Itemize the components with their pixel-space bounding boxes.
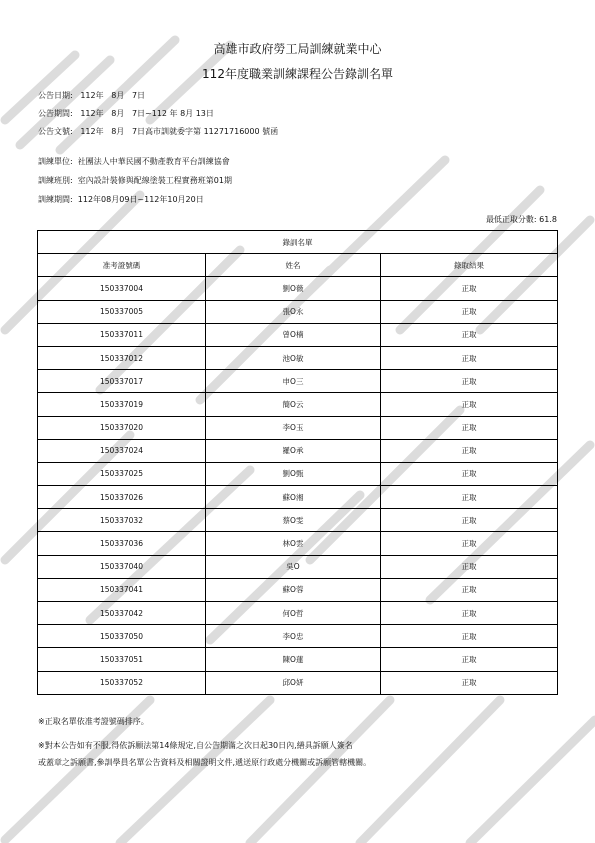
result-cell: 正取 xyxy=(381,462,558,485)
table-caption: 錄訓名單 xyxy=(38,231,558,254)
training-unit: 訓練單位: 社團法人中華民國不動產教育平台訓練協會 xyxy=(38,157,230,166)
name-cell: 曾O楠 xyxy=(206,323,381,346)
table-row xyxy=(38,323,558,346)
name-cell: 李O忠 xyxy=(206,625,381,648)
table-row xyxy=(38,602,558,625)
exam-number-cell: 150337032 xyxy=(38,509,206,532)
announce-period: 公告期間: 112年 8月 7日~112 年 8月 13日 xyxy=(38,109,214,118)
min-score: 最低正取分數: 61.8 xyxy=(485,215,557,224)
name-cell: 李O玉 xyxy=(206,416,381,439)
result-cell: 正取 xyxy=(381,671,558,694)
org-title: 高雄市政府勞工局訓練就業中心 xyxy=(213,42,382,56)
result-cell: 正取 xyxy=(381,486,558,509)
name-cell: 申O三 xyxy=(206,370,381,393)
name-cell: 陳O蓮 xyxy=(206,648,381,671)
table-row xyxy=(38,625,558,648)
exam-number-cell: 150337005 xyxy=(38,300,206,323)
training-course: 訓練班別: 室內設計裝修與配線塗裝工程實務班第01期 xyxy=(38,176,232,185)
name-cell: 簡O云 xyxy=(206,393,381,416)
name-cell: 羅O承 xyxy=(206,439,381,462)
table-row xyxy=(38,300,558,323)
result-cell: 正取 xyxy=(381,439,558,462)
exam-number-cell: 150337004 xyxy=(38,277,206,300)
name-cell: 蘇O湘 xyxy=(206,486,381,509)
table-row xyxy=(38,578,558,601)
exam-number-cell: 150337036 xyxy=(38,532,206,555)
exam-number-cell: 150337019 xyxy=(38,393,206,416)
table-row xyxy=(38,462,558,485)
table-row xyxy=(38,532,558,555)
result-cell: 正取 xyxy=(381,648,558,671)
name-cell: 劉O甄 xyxy=(206,462,381,485)
exam-number-cell: 150337011 xyxy=(38,323,206,346)
announce-date: 公告日期: 112年 8月 7日 xyxy=(38,91,146,100)
exam-number-cell: 150337017 xyxy=(38,370,206,393)
exam-number-cell: 150337042 xyxy=(38,602,206,625)
result-cell: 正取 xyxy=(381,532,558,555)
exam-number-cell: 150337040 xyxy=(38,555,206,578)
result-cell: 正取 xyxy=(381,416,558,439)
table-row xyxy=(38,370,558,393)
table-row xyxy=(38,648,558,671)
result-cell: 正取 xyxy=(381,555,558,578)
exam-number-cell: 150337051 xyxy=(38,648,206,671)
name-cell: 邱O妍 xyxy=(206,671,381,694)
header-result: 錄取結果 xyxy=(381,254,558,277)
table-row xyxy=(38,346,558,369)
result-cell: 正取 xyxy=(381,300,558,323)
exam-number-cell: 150337024 xyxy=(38,439,206,462)
header-exam-number: 准考證號碼 xyxy=(38,254,206,277)
table-row xyxy=(38,509,558,532)
result-cell: 正取 xyxy=(381,602,558,625)
exam-number-cell: 150337020 xyxy=(38,416,206,439)
result-cell: 正取 xyxy=(381,277,558,300)
result-cell: 正取 xyxy=(381,509,558,532)
document-title: 112年度職業訓練課程公告錄訓名單 xyxy=(202,67,393,81)
exam-number-cell: 150337050 xyxy=(38,625,206,648)
table-row xyxy=(38,439,558,462)
name-cell: 池O敏 xyxy=(206,346,381,369)
name-cell: 張O永 xyxy=(206,300,381,323)
result-cell: 正取 xyxy=(381,323,558,346)
header-name: 姓名 xyxy=(206,254,381,277)
document-number: 公告文號: 112年 8月 7日高市訓就委字第 11271716000 號函 xyxy=(38,127,279,136)
name-cell: 劉O薇 xyxy=(206,277,381,300)
table-row xyxy=(38,671,558,694)
note-appeal-1: ※對本公告如有不服,得依訴願法第14條規定,自公告期滿之次日起30日內,繕具訴願人簽名 xyxy=(38,741,353,750)
table-row xyxy=(38,277,558,300)
exam-number-cell: 150337041 xyxy=(38,578,206,601)
exam-number-cell: 150337052 xyxy=(38,671,206,694)
exam-number-cell: 150337026 xyxy=(38,486,206,509)
admission-table xyxy=(37,230,558,695)
name-cell: 吳O xyxy=(206,555,381,578)
name-cell: 何O哲 xyxy=(206,602,381,625)
note-sort-order: ※正取名單依准考證號碼排序。 xyxy=(38,717,149,726)
table-row xyxy=(38,486,558,509)
table-row xyxy=(38,393,558,416)
result-cell: 正取 xyxy=(381,393,558,416)
table-row xyxy=(38,555,558,578)
result-cell: 正取 xyxy=(381,370,558,393)
exam-number-cell: 150337025 xyxy=(38,462,206,485)
name-cell: 蘇O蓉 xyxy=(206,578,381,601)
result-cell: 正取 xyxy=(381,578,558,601)
note-appeal-2: 或蓋章之訴願書,參訓學員名單公告資料及相關證明文件,遞送原行政處分機關或訴願管轄機關。 xyxy=(38,758,372,767)
training-period: 訓練期間: 112年08月09日~112年10月20日 xyxy=(38,195,204,204)
exam-number-cell: 150337012 xyxy=(38,346,206,369)
result-cell: 正取 xyxy=(381,625,558,648)
result-cell: 正取 xyxy=(381,346,558,369)
name-cell: 林O雲 xyxy=(206,532,381,555)
table-row xyxy=(38,416,558,439)
name-cell: 蔡O雯 xyxy=(206,509,381,532)
